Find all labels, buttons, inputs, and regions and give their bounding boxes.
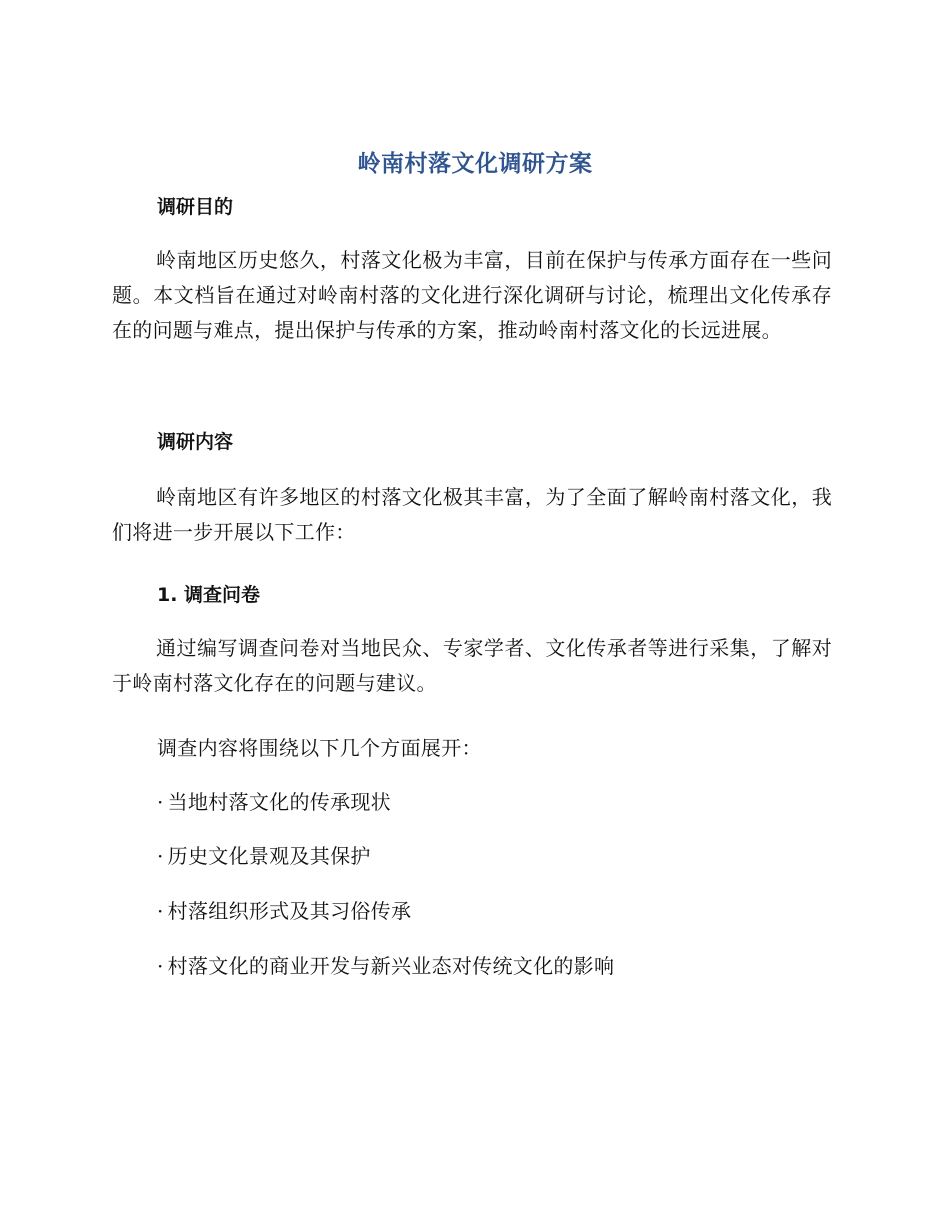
paragraph-content: 岭南地区有许多地区的村落文化极其丰富，为了全面了解岭南村落文化，我们将进一步开展以下工作： [112,485,832,544]
list-item-text: 当地村落文化的传承现状 [167,790,391,814]
bullet-dot-icon: · [157,844,164,868]
document-title: 岭南村落文化调研方案 [357,151,593,177]
subsection-heading-survey: 1. 调查问卷 [157,584,261,606]
list-item [157,951,614,981]
survey-intro-text: 调查内容将围绕以下几个方面展开： [157,736,482,760]
list-item [157,841,371,871]
bullet-dot-icon: · [157,899,164,923]
list-item-text: 历史文化景观及其保护 [167,844,371,868]
section-heading-purpose: 调研目的 [157,196,234,218]
bullet-dot-icon: · [157,954,164,978]
list-item [157,896,411,926]
list-item [157,787,391,817]
paragraph-survey: 通过编写调查问卷对当地民众、专家学者、文化传承者等进行采集，了解对于岭南村落文化存在的问题与建议。 [112,636,832,695]
section-heading-content: 调研内容 [157,431,234,453]
bullet-dot-icon: · [157,790,164,814]
paragraph-purpose: 岭南地区历史悠久，村落文化极为丰富，目前在保护与传承方面存在一些问题。本文档旨在通过对岭南村落的文化进行深化调研与讨论，梳理出文化传承存在的问题与难点，提出保护与传承的方案，推动岭南村落文化的长远进展。 [112,248,832,342]
list-item-text: 村落文化的商业开发与新兴业态对传统文化的影响 [167,954,615,978]
list-item-text: 村落组织形式及其习俗传承 [167,899,412,923]
